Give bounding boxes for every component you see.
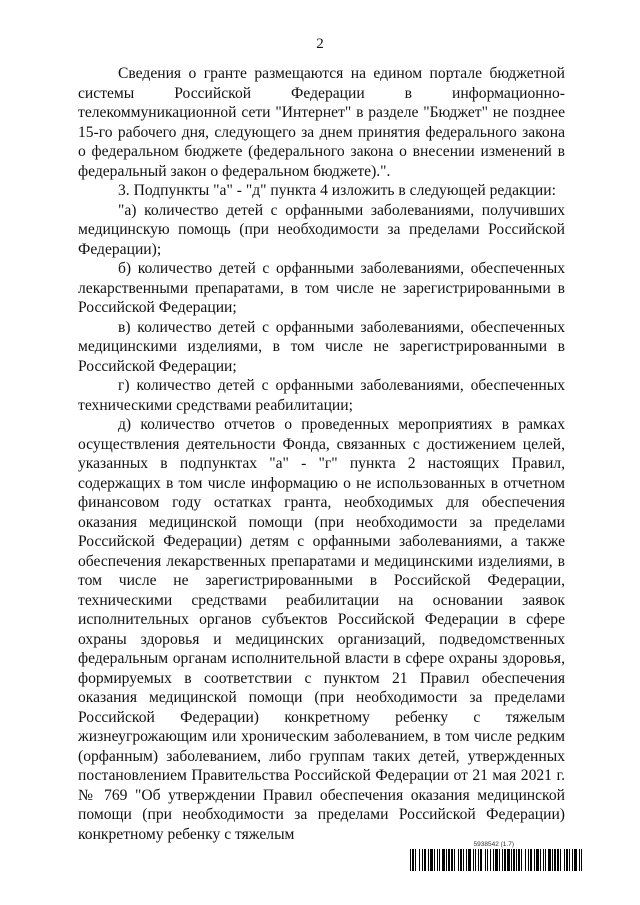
document-barcode	[410, 841, 582, 871]
barcode-icon	[410, 849, 582, 871]
document-body	[78, 64, 565, 844]
paragraph-subitem-b: б) количество детей с орфанными заболеваниями, обеспеченных лекарственными препаратами, в том числе не зарегистрированными в Российской Федерации;	[78, 260, 565, 316]
page-number: 2	[316, 36, 324, 52]
paragraph-item-3: 3. Подпункты "а" - "д" пункта 4 изложить в следующей редакции:	[118, 182, 556, 199]
paragraph-subitem-v: в) количество детей с орфанными заболеваниями, обеспеченных медицинскими изделиями, в том числе не зарегистрированными в Российской Федерации;	[78, 318, 565, 375]
paragraph-subitem-a: "а) количество детей с орфанными заболеваниями, получивших медицинскую помощь (при необходимости за пределами Российской Федерации);	[78, 201, 565, 258]
barcode-code: 5938542 (1.7)	[473, 841, 514, 848]
paragraph-subitem-d: д) количество отчетов о проведенных мероприятиях в рамках осуществления деятельности Фонда, связанных с достижением целей, указанных в подпунктах "а" - "г" пункта 2 настоящих Правил, содержащих в том числе информацию о не использованных в отчетном финансовом году остатках гранта, необходимых для обеспечения оказания медицинской помощи (при необходимости за пределами Российской Федерации) детям с орфанными заболеваниями, а также обеспечения лекарственных препаратами и медицинскими изделиями, в том числе не зарегистрированными в Российской Федерации, техническими средствами реабилитации на основании заявок исполнительных органов субъектов Российской Федерации в сфере охраны здоровья и медицинских организаций, подведомственных федеральным органам исполнительной власти в сфере охраны здоровья, формируемых в соответствии с пунктом 21 Правил обеспечения оказания медицинской помощи (при необходимости за пределами Российской Федерации) конкретному ребенку с тяжелым жизнеугрожающим или хроническим заболеванием, в том числе редким (орфанным) заболеванием, либо группам таких детей, утвержденных постановлением Правительства Российской Федерации от 21 мая 2021 г. № 769 "Об утверждении Правил обеспечения оказания медицинской помощи (при необходимости за пределами Российской Федерации) конкретному ребенку с тяжелым	[78, 416, 565, 843]
paragraph-subitem-g: г) количество детей с орфанными заболеваниями, обеспеченных техническими средствами реабилитации;	[78, 377, 565, 414]
paragraph-grant-info: Сведения о гранте размещаются на едином портале бюджетной системы Российской Федерации в информационно-телекоммуникационной сети "Интернет" в разделе "Бюджет" не позднее 15-го рабочего дня, следующего за днем принятия федерального закона о федеральном бюджете (федерального закона о внесении изменений в федеральный закон о федеральном бюджете).".	[78, 65, 565, 180]
